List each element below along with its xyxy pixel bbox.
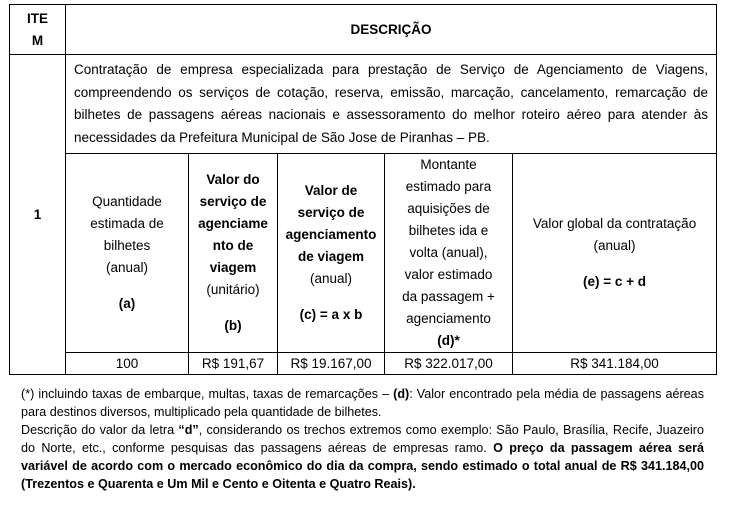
col-d-line8: agenciamento — [406, 311, 491, 326]
col-b-line5: viagem — [209, 260, 257, 275]
col-b-line6: (unitário) — [206, 282, 260, 297]
col-d-label: (d)* — [437, 333, 460, 348]
footnote-1-bold: (d) — [393, 387, 410, 401]
col-c-line3: agenciamento — [285, 227, 377, 242]
col-d-line6: valor estimado — [404, 267, 493, 282]
column-header-c — [278, 154, 385, 353]
header-item-line2: M — [31, 32, 44, 48]
col-d-line3: aquisições de — [407, 201, 490, 216]
col-a-line1: Quantidade — [92, 194, 162, 209]
col-a-line2: estimada de — [90, 216, 164, 231]
col-e-label: (e) = c + d — [583, 274, 647, 289]
footnote-paragraph-1 — [21, 385, 704, 421]
col-b-line2: serviço de — [199, 194, 267, 209]
column-header-b — [189, 154, 278, 353]
value-c: R$ 19.167,00 — [278, 353, 385, 375]
col-a-label: (a) — [118, 296, 136, 311]
col-c-line2: serviço de — [297, 205, 365, 220]
footnote-1-text-a: (*) incluindo taxas de embarque, multas, taxas de remarcações – — [21, 387, 394, 401]
footnote-2-bold: “d” — [178, 423, 199, 437]
col-c-label: (c) = a x b — [299, 307, 363, 322]
col-d-line1: Montante — [420, 157, 477, 172]
column-header-a — [66, 154, 189, 353]
column-header-e — [513, 154, 717, 353]
item-number: 1 — [10, 55, 66, 375]
description-text: Contratação de empresa especializada para prestação de Serviço de Agenciamento de Viagens, compreendendo os serviços de cotação, reserva, emissão, marcação, cancelamento, remarcação de bilhetes de passagens aéreas nacionais e assessoramento do melhor roteiro aéreo para atender às necessidades da Prefeitura Municipal de São Jose de Piranhas – PB. — [66, 55, 717, 154]
column-header-d — [385, 154, 513, 353]
value-e: R$ 341.184,00 — [513, 353, 717, 375]
footnote-paragraph-2 — [21, 421, 704, 493]
footnote-2-text-a: Descrição do valor da letra — [21, 423, 179, 437]
col-c-line5: (anual) — [309, 271, 353, 286]
col-d-line5: volta (anual), — [409, 245, 488, 260]
contract-table — [9, 4, 717, 375]
col-c-line4: de viagem — [297, 249, 365, 264]
header-item-line1: ITE — [26, 10, 48, 26]
col-b-line3: agenciame — [198, 216, 268, 231]
col-d-line7: da passagem + — [402, 289, 495, 304]
header-description: DESCRIÇÃO — [66, 5, 717, 55]
col-a-line4: (anual) — [105, 260, 149, 275]
header-item — [10, 5, 66, 55]
col-b-label: (b) — [224, 318, 242, 333]
value-b: R$ 191,67 — [189, 353, 278, 375]
col-d-line4: bilhetes ida e — [408, 223, 489, 238]
col-d-line2: estimado para — [405, 179, 492, 194]
footnote-2-text-b: , considerando os trechos extremos como exemplo: São Paulo, Brasília, Recife, Juazeiro do Norte, etc., conforme pesquisas das passagens aéreas de empresas ramo. — [21, 423, 704, 455]
col-c-line1: Valor de — [304, 183, 358, 198]
col-e-line2: (anual) — [593, 238, 636, 253]
value-d: R$ 322.017,00 — [385, 353, 513, 375]
footnote-2-bold-2: O preço da passagem aérea será variável de acordo com o mercado econômico do dia da compra, sendo estimado o total anual de R$ 341.184,00 (Trezentos e Quarenta e Um Mil e Cento e Oitenta e Quatro Reais). — [21, 441, 705, 491]
col-e-line1: Valor global da contratação — [532, 216, 697, 231]
footnote-1-text-b: : Valor encontrado pela média de passagens aéreas para destinos diversos, multiplicado pela quantidade de bilhetes. — [21, 387, 704, 419]
value-a: 100 — [66, 353, 189, 375]
col-b-line4: nto de — [212, 238, 254, 253]
col-b-line1: Valor do — [206, 172, 260, 187]
footnote — [21, 385, 704, 493]
col-a-line3: bilhetes — [103, 238, 151, 253]
